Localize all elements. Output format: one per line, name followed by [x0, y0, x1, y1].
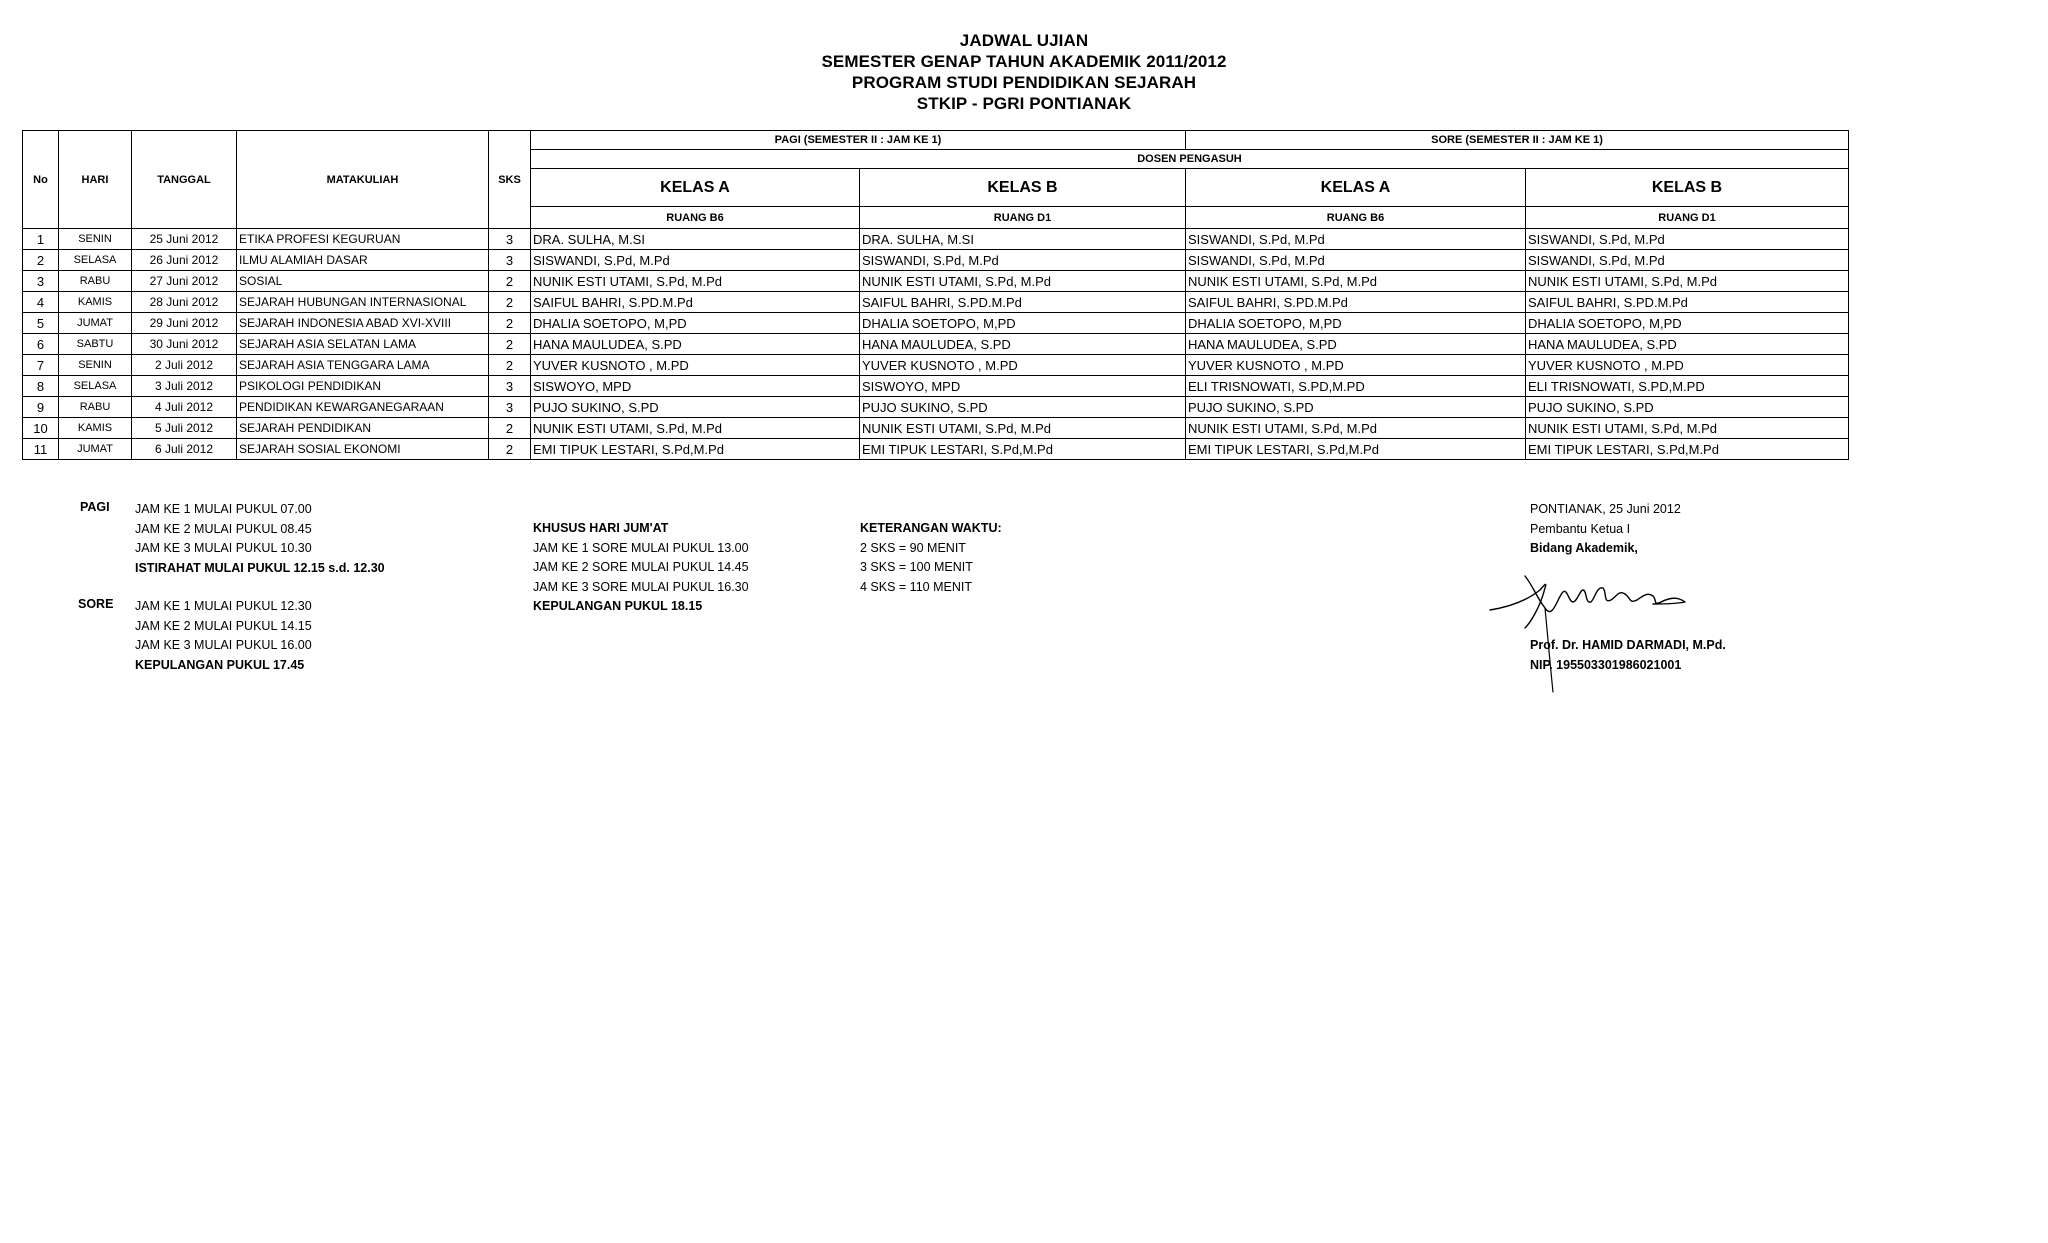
row-tanggal: 2 Juli 2012: [132, 355, 237, 376]
row-pagi-kelas-b-dosen: DRA. SULHA, M.SI: [860, 229, 1186, 250]
table-row: [23, 271, 1849, 292]
row-pagi-kelas-a-dosen: SISWOYO, MPD: [531, 376, 860, 397]
row-no: 7: [23, 355, 59, 376]
row-tanggal: 29 Juni 2012: [132, 313, 237, 334]
exam-schedule-table: [22, 130, 1849, 460]
row-hari: SABTU: [59, 334, 132, 355]
time-info-line: 4 SKS = 110 MENIT: [860, 579, 972, 594]
pagi-schedule: [135, 500, 385, 578]
row-hari: RABU: [59, 397, 132, 418]
title-line-1: JADWAL UJIAN: [959, 31, 1089, 50]
row-pagi-kelas-a-dosen: YUVER KUSNOTO , M.PD: [531, 355, 860, 376]
header-sore-ruang-d1: RUANG D1: [1526, 207, 1849, 229]
row-pagi-kelas-a-dosen: EMI TIPUK LESTARI, S.Pd,M.Pd: [531, 439, 860, 460]
sore-line: JAM KE 3 MULAI PUKUL 16.00: [135, 638, 312, 652]
row-sore-kelas-a-dosen: ELI TRISNOWATI, S.PD,M.PD: [1186, 376, 1526, 397]
row-tanggal: 30 Juni 2012: [132, 334, 237, 355]
table-header: [23, 131, 1849, 229]
row-pagi-kelas-b-dosen: SISWANDI, S.Pd, M.Pd: [860, 250, 1186, 271]
friday-line: JAM KE 1 SORE MULAI PUKUL 13.00: [533, 540, 749, 555]
row-pagi-kelas-a-dosen: DRA. SULHA, M.SI: [531, 229, 860, 250]
table-row: [23, 397, 1849, 418]
friday-schedule: [533, 519, 749, 617]
friday-title: KHUSUS HARI JUM'AT: [533, 521, 669, 535]
table-row: [23, 292, 1849, 313]
row-no: 6: [23, 334, 59, 355]
row-tanggal: 27 Juni 2012: [132, 271, 237, 292]
title-line-3: PROGRAM STUDI PENDIDIKAN SEJARAH: [851, 73, 1197, 92]
table-row: [23, 313, 1849, 334]
row-sore-kelas-b-dosen: DHALIA SOETOPO, M,PD: [1526, 313, 1849, 334]
row-no: 4: [23, 292, 59, 313]
row-sks: 2: [489, 355, 531, 376]
pagi-label: PAGI: [80, 500, 110, 514]
row-no: 11: [23, 439, 59, 460]
row-matakuliah: SEJARAH PENDIDIKAN: [237, 418, 489, 439]
row-sks: 2: [489, 313, 531, 334]
row-sore-kelas-a-dosen: HANA MAULUDEA, S.PD: [1186, 334, 1526, 355]
row-no: 2: [23, 250, 59, 271]
sore-line: JAM KE 2 MULAI PUKUL 14.15: [135, 618, 312, 633]
row-pagi-kelas-a-dosen: DHALIA SOETOPO, M,PD: [531, 313, 860, 334]
row-sore-kelas-b-dosen: HANA MAULUDEA, S.PD: [1526, 334, 1849, 355]
row-sore-kelas-b-dosen: SISWANDI, S.Pd, M.Pd: [1526, 229, 1849, 250]
header-hari: HARI: [59, 131, 132, 229]
row-tanggal: 28 Juni 2012: [132, 292, 237, 313]
row-sks: 2: [489, 292, 531, 313]
kepulangan-sore-note: KEPULANGAN PUKUL 17.45: [135, 657, 305, 672]
row-hari: SELASA: [59, 250, 132, 271]
row-pagi-kelas-a-dosen: PUJO SUKINO, S.PD: [531, 397, 860, 418]
row-sore-kelas-a-dosen: NUNIK ESTI UTAMI, S.Pd, M.Pd: [1186, 271, 1526, 292]
row-sks: 2: [489, 271, 531, 292]
signatory-name: Prof. Dr. HAMID DARMADI, M.Pd.: [1530, 638, 1726, 652]
time-info-line: 2 SKS = 90 MENIT: [860, 540, 966, 555]
header-dosen-pengasuh: DOSEN PENGASUH: [531, 150, 1849, 169]
signature-division: Bidang Akademik,: [1530, 541, 1638, 555]
table-row: [23, 355, 1849, 376]
row-hari: RABU: [59, 271, 132, 292]
row-sore-kelas-a-dosen: EMI TIPUK LESTARI, S.Pd,M.Pd: [1186, 439, 1526, 460]
header-pagi-kelas-a: KELAS A: [531, 169, 860, 207]
row-hari: SENIN: [59, 229, 132, 250]
header-sore-kelas-a: KELAS A: [1186, 169, 1526, 207]
row-sore-kelas-b-dosen: SISWANDI, S.Pd, M.Pd: [1526, 250, 1849, 271]
row-no: 5: [23, 313, 59, 334]
row-matakuliah: PENDIDIKAN KEWARGANEGARAAN: [237, 397, 489, 418]
time-info-line: 3 SKS = 100 MENIT: [860, 560, 973, 574]
row-sore-kelas-a-dosen: NUNIK ESTI UTAMI, S.Pd, M.Pd: [1186, 418, 1526, 439]
sore-schedule: [135, 597, 312, 675]
row-sore-kelas-a-dosen: YUVER KUSNOTO , M.PD: [1186, 355, 1526, 376]
sore-line: JAM KE 1 MULAI PUKUL 12.30: [135, 599, 312, 613]
row-hari: JUMAT: [59, 313, 132, 334]
row-pagi-kelas-a-dosen: HANA MAULUDEA, S.PD: [531, 334, 860, 355]
row-pagi-kelas-b-dosen: NUNIK ESTI UTAMI, S.Pd, M.Pd: [860, 418, 1186, 439]
friday-line: JAM KE 2 SORE MULAI PUKUL 14.45: [533, 560, 749, 574]
row-sore-kelas-a-dosen: SISWANDI, S.Pd, M.Pd: [1186, 229, 1526, 250]
row-sore-kelas-b-dosen: NUNIK ESTI UTAMI, S.Pd, M.Pd: [1526, 271, 1849, 292]
document-title: [0, 30, 2048, 114]
row-tanggal: 4 Juli 2012: [132, 397, 237, 418]
header-pagi-ruang-b6: RUANG B6: [531, 207, 860, 229]
signature-block: [1530, 500, 1681, 559]
table-row: [23, 334, 1849, 355]
row-hari: SENIN: [59, 355, 132, 376]
row-pagi-kelas-b-dosen: PUJO SUKINO, S.PD: [860, 397, 1186, 418]
signatory-block: [1530, 636, 1726, 675]
pagi-line: JAM KE 2 MULAI PUKUL 08.45: [135, 521, 312, 536]
header-matakuliah: MATAKULIAH: [237, 131, 489, 229]
friday-line: JAM KE 3 SORE MULAI PUKUL 16.30: [533, 579, 749, 594]
header-sks: SKS: [489, 131, 531, 229]
row-pagi-kelas-a-dosen: SAIFUL BAHRI, S.PD.M.Pd: [531, 292, 860, 313]
row-sks: 3: [489, 229, 531, 250]
row-hari: SELASA: [59, 376, 132, 397]
row-pagi-kelas-a-dosen: SISWANDI, S.Pd, M.Pd: [531, 250, 860, 271]
row-tanggal: 25 Juni 2012: [132, 229, 237, 250]
row-pagi-kelas-a-dosen: NUNIK ESTI UTAMI, S.Pd, M.Pd: [531, 418, 860, 439]
header-sore-kelas-b: KELAS B: [1526, 169, 1849, 207]
pagi-line: JAM KE 3 MULAI PUKUL 10.30: [135, 541, 312, 555]
row-pagi-kelas-b-dosen: DHALIA SOETOPO, M,PD: [860, 313, 1186, 334]
row-sks: 3: [489, 397, 531, 418]
row-matakuliah: SEJARAH HUBUNGAN INTERNASIONAL: [237, 292, 489, 313]
row-sore-kelas-a-dosen: DHALIA SOETOPO, M,PD: [1186, 313, 1526, 334]
header-pagi-kelas-b: KELAS B: [860, 169, 1186, 207]
row-sore-kelas-b-dosen: NUNIK ESTI UTAMI, S.Pd, M.Pd: [1526, 418, 1849, 439]
row-hari: KAMIS: [59, 292, 132, 313]
table-row: [23, 229, 1849, 250]
sore-label: SORE: [78, 597, 114, 611]
row-pagi-kelas-b-dosen: YUVER KUSNOTO , M.PD: [860, 355, 1186, 376]
row-matakuliah: PSIKOLOGI PENDIDIKAN: [237, 376, 489, 397]
row-sks: 2: [489, 439, 531, 460]
row-hari: JUMAT: [59, 439, 132, 460]
table-row: [23, 418, 1849, 439]
row-sks: 3: [489, 376, 531, 397]
header-sore: SORE (SEMESTER II : JAM KE 1): [1186, 131, 1849, 150]
row-sore-kelas-b-dosen: PUJO SUKINO, S.PD: [1526, 397, 1849, 418]
signature-position: Pembantu Ketua I: [1530, 521, 1631, 536]
row-pagi-kelas-b-dosen: SISWOYO, MPD: [860, 376, 1186, 397]
row-pagi-kelas-b-dosen: EMI TIPUK LESTARI, S.Pd,M.Pd: [860, 439, 1186, 460]
row-matakuliah: SEJARAH SOSIAL EKONOMI: [237, 439, 489, 460]
row-sore-kelas-b-dosen: ELI TRISNOWATI, S.PD,M.PD: [1526, 376, 1849, 397]
row-tanggal: 3 Juli 2012: [132, 376, 237, 397]
table-row: [23, 439, 1849, 460]
header-pagi: PAGI (SEMESTER II : JAM KE 1): [531, 131, 1186, 150]
row-matakuliah: SEJARAH INDONESIA ABAD XVI-XVIII: [237, 313, 489, 334]
header-no: No: [23, 131, 59, 229]
friday-kepulangan-note: KEPULANGAN PUKUL 18.15: [533, 599, 703, 613]
row-matakuliah: SEJARAH ASIA TENGGARA LAMA: [237, 355, 489, 376]
row-matakuliah: SOSIAL: [237, 271, 489, 292]
table-row: [23, 376, 1849, 397]
istirahat-note: ISTIRAHAT MULAI PUKUL 12.15 s.d. 12.30: [135, 560, 385, 575]
row-tanggal: 6 Juli 2012: [132, 439, 237, 460]
row-sks: 2: [489, 334, 531, 355]
title-line-2: SEMESTER GENAP TAHUN AKADEMIK 2011/2012: [821, 52, 1227, 71]
row-no: 10: [23, 418, 59, 439]
title-line-4: STKIP - PGRI PONTIANAK: [916, 94, 1132, 113]
time-info: [860, 519, 1002, 597]
row-sore-kelas-a-dosen: SISWANDI, S.Pd, M.Pd: [1186, 250, 1526, 271]
row-matakuliah: SEJARAH ASIA SELATAN LAMA: [237, 334, 489, 355]
row-matakuliah: ETIKA PROFESI KEGURUAN: [237, 229, 489, 250]
table-body: [23, 229, 1849, 460]
pagi-line: JAM KE 1 MULAI PUKUL 07.00: [135, 502, 312, 516]
header-tanggal: TANGGAL: [132, 131, 237, 229]
row-no: 9: [23, 397, 59, 418]
row-pagi-kelas-b-dosen: HANA MAULUDEA, S.PD: [860, 334, 1186, 355]
table-row: [23, 250, 1849, 271]
signature-place-date: PONTIANAK, 25 Juni 2012: [1530, 502, 1681, 516]
row-sore-kelas-b-dosen: EMI TIPUK LESTARI, S.Pd,M.Pd: [1526, 439, 1849, 460]
row-pagi-kelas-b-dosen: NUNIK ESTI UTAMI, S.Pd, M.Pd: [860, 271, 1186, 292]
header-sore-ruang-b6: RUANG B6: [1186, 207, 1526, 229]
row-no: 1: [23, 229, 59, 250]
signatory-nip: NIP. 195503301986021001: [1530, 657, 1682, 672]
row-pagi-kelas-b-dosen: SAIFUL BAHRI, S.PD.M.Pd: [860, 292, 1186, 313]
row-hari: KAMIS: [59, 418, 132, 439]
row-sks: 3: [489, 250, 531, 271]
row-no: 3: [23, 271, 59, 292]
time-info-title: KETERANGAN WAKTU:: [860, 521, 1002, 535]
row-pagi-kelas-a-dosen: NUNIK ESTI UTAMI, S.Pd, M.Pd: [531, 271, 860, 292]
header-pagi-ruang-d1: RUANG D1: [860, 207, 1186, 229]
row-sore-kelas-b-dosen: YUVER KUSNOTO , M.PD: [1526, 355, 1849, 376]
row-sks: 2: [489, 418, 531, 439]
row-tanggal: 26 Juni 2012: [132, 250, 237, 271]
row-matakuliah: ILMU ALAMIAH DASAR: [237, 250, 489, 271]
row-no: 8: [23, 376, 59, 397]
row-sore-kelas-a-dosen: SAIFUL BAHRI, S.PD.M.Pd: [1186, 292, 1526, 313]
row-tanggal: 5 Juli 2012: [132, 418, 237, 439]
row-sore-kelas-b-dosen: SAIFUL BAHRI, S.PD.M.Pd: [1526, 292, 1849, 313]
row-sore-kelas-a-dosen: PUJO SUKINO, S.PD: [1186, 397, 1526, 418]
